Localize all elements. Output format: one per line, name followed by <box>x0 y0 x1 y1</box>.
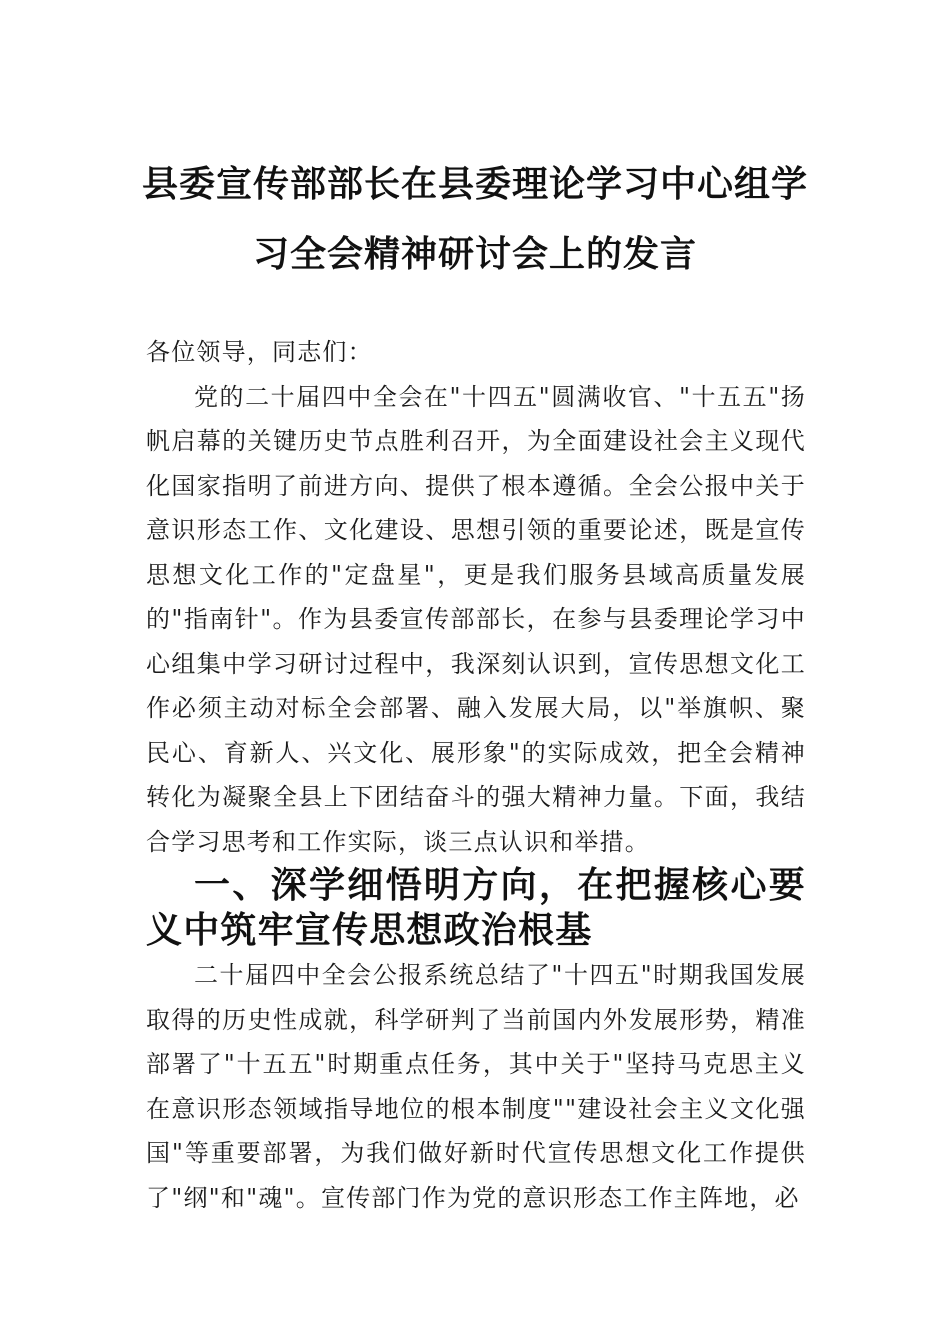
document-title-line-1: 县委宣传部部长在县委理论学习中心组学 <box>141 163 808 205</box>
document-title-line-2: 习全会精神研讨会上的发言 <box>252 233 697 275</box>
document-body <box>146 330 806 1220</box>
salutation: 各位领导，同志们： <box>146 338 373 366</box>
section-1-heading: 一、深学细悟明方向，在把握核心要义中筑牢宣传思想政治根基 <box>146 865 806 951</box>
section-1-paragraph: 二十届四中全会公报系统总结了"十四五"时期我国发展取得的历史性成就，科学研判了当前国内外发展形势，精准部署了"十五五"时期重点任务，其中关于"坚持马克思主义在意识形态领域指导地位的根本制度""建设社会主义文化强国"等重要部署，为我们做好新时代宣传思想文化工作提供了"纲"和"魂"。宣传部门作为党的意识形态工作主阵地，必 <box>146 961 806 1212</box>
intro-paragraph: 党的二十届四中全会在"十四五"圆满收官、"十五五"扬帆启幕的关键历史节点胜利召开，为全面建设社会主义现代化国家指明了前进方向、提供了根本遵循。全会公报中关于意识形态工作、文化建设、思想引领的重要论述，既是宣传思想文化工作的"定盘星"，更是我们服务县域高质量发展的"指南针"。作为县委宣传部部长，在参与县委理论学习中心组集中学习研讨过程中，我深刻认识到，宣传思想文化工作必须主动对标全会部署、融入发展大局，以"举旗帜、聚民心、育新人、兴文化、展形象"的实际成效，把全会精神转化为凝聚全县上下团结奋斗的强大精神力量。下面，我结合学习思考和工作实际，谈三点认识和举措。 <box>146 382 806 856</box>
